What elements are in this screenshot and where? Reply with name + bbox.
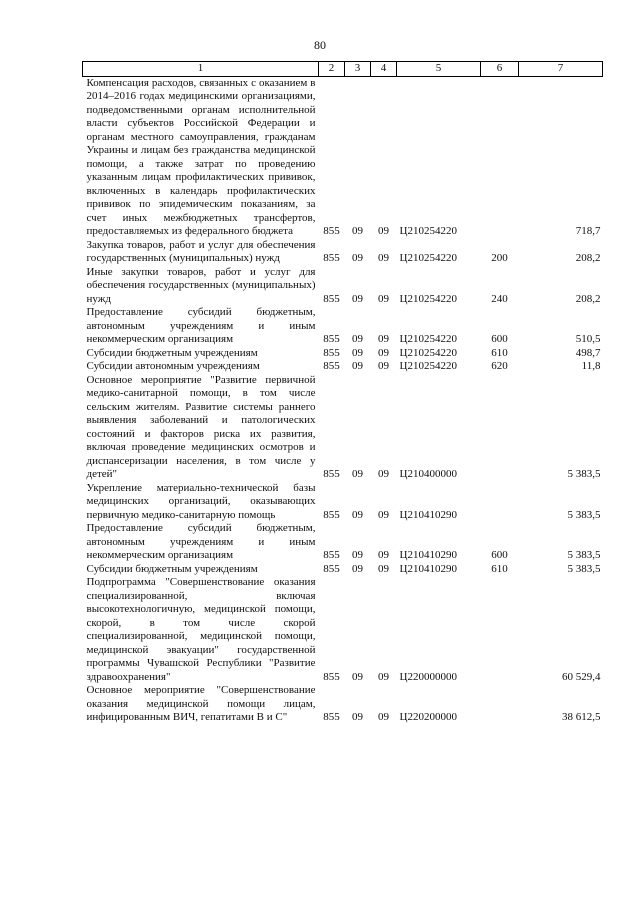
table-row [83, 76, 603, 239]
amount: 5 383,5 [567, 508, 601, 521]
table-row [83, 374, 603, 482]
expense-type-code [481, 576, 519, 684]
amount: 510,5 [575, 333, 601, 345]
ministry-code: 855 [323, 549, 340, 561]
amount: 11,8 [581, 360, 601, 372]
target-article-code: Ц220200000 [399, 711, 457, 723]
section-code: 09 [352, 333, 363, 345]
table-row [83, 576, 603, 684]
ministry-code: 855 [323, 562, 340, 575]
ministry-code: 855 [323, 346, 340, 359]
table-row [83, 239, 603, 266]
ministry-code: 855 [323, 508, 340, 521]
row-name: Основное мероприятие "Совершенствование оказания медицинской помощи лицам, инфицированным ВИЧ, гепатитами B и C" [86, 684, 316, 723]
section-code: 09 [352, 468, 363, 480]
header-col-7: 7 [519, 62, 603, 77]
row-name: Основное мероприятие "Развитие первичной медико-санитарной помощи, в том числе сельским жителям. Развитие системы раннего выявления заболеваний и патологических состояний и факторов риска их развития, включая проведение медицинских осмотров и диспансеризации населения, в том числе у детей" [86, 373, 316, 480]
expense-type-code [481, 76, 519, 239]
amount: 718,7 [575, 225, 601, 237]
header-col-1: 1 [83, 62, 319, 77]
header-col-6: 6 [481, 62, 519, 77]
section-code: 09 [352, 225, 363, 237]
subsection-code: 09 [378, 549, 389, 561]
target-article-code: Ц210400000 [399, 468, 457, 480]
subsection-code: 09 [378, 670, 389, 683]
subsection-code: 09 [378, 292, 389, 305]
table-row [83, 266, 603, 307]
table-row [83, 522, 603, 563]
target-article-code: Ц210410290 [399, 508, 457, 521]
target-article-code: Ц210254220 [399, 333, 457, 345]
expense-type-code: 600 [491, 333, 508, 345]
subsection-code: 09 [378, 252, 389, 264]
ministry-code: 855 [323, 360, 340, 372]
expense-type-code: 200 [491, 252, 508, 264]
ministry-code: 855 [323, 670, 340, 683]
header-col-4: 4 [371, 62, 397, 77]
amount: 5 383,5 [567, 562, 601, 575]
ministry-code: 855 [323, 292, 340, 305]
ministry-code: 855 [323, 333, 340, 345]
table-row [83, 684, 603, 725]
expense-type-code: 620 [491, 360, 508, 372]
header-col-2: 2 [319, 62, 345, 77]
amount: 5 383,5 [567, 549, 601, 561]
row-name: Предоставление субсидий бюджетным, автономным учреждениям и иным некоммерческим организациям [86, 522, 316, 561]
row-name: Субсидии автономным учреждениям [86, 360, 260, 372]
target-article-code: Ц220000000 [399, 670, 457, 683]
target-article-code: Ц210254220 [399, 292, 457, 305]
target-article-code: Ц210410290 [399, 549, 457, 561]
expense-type-code [481, 684, 519, 725]
section-code: 09 [352, 711, 363, 723]
ministry-code: 855 [323, 711, 340, 723]
amount: 208,2 [575, 252, 601, 264]
table-row [83, 306, 603, 347]
table-header-row [83, 62, 603, 77]
table-row [83, 482, 603, 523]
row-name: Закупка товаров, работ и услуг для обеспечения государственных (муниципальных) нужд [86, 238, 316, 264]
page-number: 80 [314, 38, 326, 52]
ministry-code: 855 [323, 225, 340, 237]
subsection-code: 09 [378, 508, 389, 521]
header-col-3: 3 [345, 62, 371, 77]
expense-type-code [481, 374, 519, 482]
target-article-code: Ц210254220 [399, 252, 457, 264]
amount: 60 529,4 [562, 670, 601, 683]
expense-type-code: 610 [491, 346, 508, 359]
row-name: Субсидии бюджетным учреждениям [86, 562, 258, 575]
subsection-code: 09 [378, 468, 389, 480]
target-article-code: Ц210410290 [399, 562, 457, 575]
amount: 208,2 [575, 292, 601, 305]
section-code: 09 [352, 252, 363, 264]
expense-type-code: 610 [491, 562, 508, 575]
subsection-code: 09 [378, 562, 389, 575]
expense-type-code [481, 482, 519, 523]
section-code: 09 [352, 562, 363, 575]
header-col-5: 5 [397, 62, 481, 77]
row-name: Предоставление субсидий бюджетным, автономным учреждениям и иным некоммерческим организациям [86, 306, 316, 345]
expense-type-code: 600 [491, 549, 508, 561]
target-article-code: Ц210254220 [399, 360, 457, 372]
subsection-code: 09 [378, 711, 389, 723]
ministry-code: 855 [323, 468, 340, 480]
section-code: 09 [352, 360, 363, 372]
table-row [83, 347, 603, 361]
subsection-code: 09 [378, 333, 389, 345]
section-code: 09 [352, 508, 363, 521]
amount: 38 612,5 [562, 711, 601, 723]
expense-type-code: 240 [491, 292, 508, 305]
subsection-code: 09 [378, 225, 389, 237]
target-article-code: Ц210254220 [399, 346, 457, 359]
budget-table [82, 61, 603, 725]
amount: 5 383,5 [567, 468, 601, 480]
section-code: 09 [352, 346, 363, 359]
target-article-code: Ц210254220 [399, 225, 457, 237]
ministry-code: 855 [323, 252, 340, 264]
table-row [83, 360, 603, 374]
amount: 498,7 [575, 346, 601, 359]
section-code: 09 [352, 292, 363, 305]
row-name: Субсидии бюджетным учреждениям [86, 346, 258, 359]
subsection-code: 09 [378, 346, 389, 359]
row-name: Иные закупки товаров, работ и услуг для обеспечения государственных (муниципальных) нужд [86, 265, 316, 305]
table-row [83, 563, 603, 577]
row-name: Подпрограмма "Совершенствование оказания специализированной, включая высокотехнологичную, медицинской помощи, скорой, в том числе скорой специализированной, медицинской помощи, медицинской эвакуации" государственной программы Чувашской Республики "Развитие здравоохранения" [86, 576, 316, 683]
subsection-code: 09 [378, 360, 389, 372]
section-code: 09 [352, 549, 363, 561]
row-name: Компенсация расходов, связанных с оказанием в 2014–2016 годах медицинскими организациями, подведомственными органам исполнительной власти субъектов Российской Федерации и органам местного самоуправления, гражданам Украины и лицам без гражданства медицинской помощи, а также затрат по проведению указанным лицам профилактических прививок, включенных в календарь профилактических прививок по эпидемическим показаниям, за счет иных межбюджетных трансфертов, предоставляемых из федерального бюджета [86, 76, 316, 237]
row-name: Укрепление материально-технической базы медицинских организаций, оказывающих первичную медико-санитарную помощь [86, 481, 316, 521]
section-code: 09 [352, 670, 363, 683]
